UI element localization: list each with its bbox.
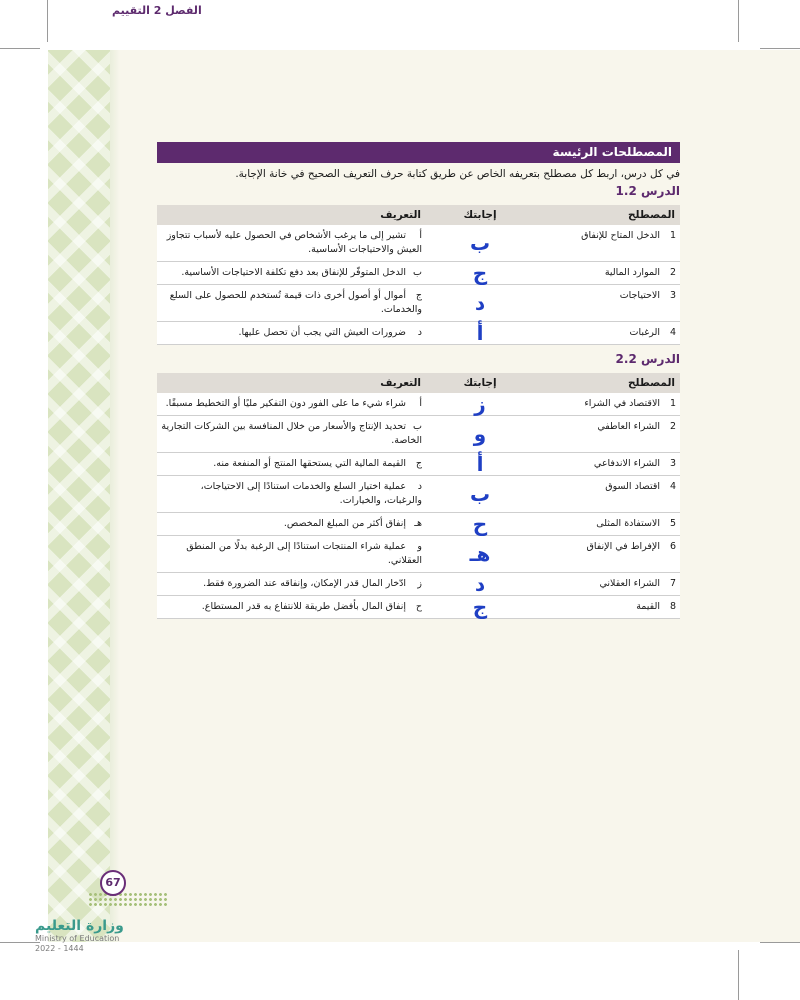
lesson-2-table [157,373,680,619]
row-number: 6 [669,541,676,552]
answer-cell[interactable]: أ [426,453,534,476]
column-header-term: المصطلح [534,373,680,393]
table-row [157,476,680,513]
lesson-1-table [157,205,680,345]
row-number: 4 [669,327,676,338]
definition-cell [157,476,426,513]
crop-mark [0,942,40,943]
term-cell [534,393,680,416]
term-cell [534,225,680,262]
term-text: الاقتصاد في الشراء [584,398,660,409]
ministry-logo [35,918,124,953]
answer-cell[interactable]: ح [426,513,534,536]
answer-cell[interactable]: د [426,573,534,596]
term-text: الشراء العقلاني [599,578,660,589]
row-number: 3 [669,458,676,469]
definition-letter: أ [419,230,422,241]
table-row [157,416,680,453]
term-cell [534,262,680,285]
term-cell [534,476,680,513]
definition-cell [157,322,426,345]
crop-mark [738,0,739,42]
table-row [157,596,680,619]
term-text: الشراء الاندفاعي [593,458,660,469]
definition-text: ضرورات العيش التي يجب أن تحصل عليها. [238,327,406,338]
crop-mark [738,950,739,1000]
definition-cell [157,573,426,596]
definition-cell [157,262,426,285]
definition-text: شراء شيء ما على الفور دون التفكير مليًا أو التخطيط مسبقًا. [165,398,406,409]
answer-cell[interactable]: و [426,416,534,453]
definition-text: أموال أو أصول أخرى ذات قيمة تُستخدم للحصول على السلع والخدمات. [169,290,422,315]
table-row [157,393,680,416]
logo-english-text: Ministry of Education [35,934,120,943]
definition-letter: و [417,541,422,552]
decorative-dots [88,892,168,908]
edition-year: 2022 - 1444 [35,944,84,953]
section-header: المصطلحات الرئيسة [157,142,680,163]
page-number: 67 [100,870,126,896]
term-text: الشراء العاطفي [597,421,660,432]
term-text: الرغبات [629,327,660,338]
table-row [157,573,680,596]
term-text: الإفراط في الإنفاق [586,541,660,552]
decorative-border-edge [110,50,120,942]
definition-text: إنفاق أكثر من المبلغ المخصص. [283,518,406,529]
term-cell [534,416,680,453]
definition-text: إنفاق المال بأفضل طريقة للانتفاع به قدر المستطاع. [201,601,406,612]
row-number: 2 [669,267,676,278]
lesson-title: الدرس 2.2 [615,352,680,366]
decorative-border-pattern [48,50,110,942]
row-number: 8 [669,601,676,612]
term-text: الدخل المتاح للإنفاق [581,230,660,241]
table-header-row [157,373,680,393]
definition-cell [157,513,426,536]
crop-mark [760,942,800,943]
crop-mark [0,48,40,49]
definition-letter: د [417,481,422,492]
answer-cell[interactable]: ب [426,225,534,262]
logo-arabic-text: وزارة التعليم [35,918,124,934]
term-text: اقتصاد السوق [605,481,660,492]
definition-text: تحديد الإنتاج والأسعار من خلال المنافسة بين الشركات التجارية الخاصة. [161,421,422,446]
column-header-answer: إجابتك [426,205,534,225]
row-number: 5 [669,518,676,529]
term-cell [534,513,680,536]
table-row [157,285,680,322]
lesson-title: الدرس 1.2 [615,184,680,198]
table-row [157,536,680,573]
answer-cell[interactable]: د [426,285,534,322]
definition-letter: ب [413,267,422,278]
crop-mark [47,0,48,42]
column-header-definition: التعريف [157,373,426,393]
definition-letter: ج [415,290,422,301]
definition-cell [157,393,426,416]
definition-letter: ز [417,578,422,589]
table-row [157,322,680,345]
definition-cell [157,596,426,619]
answer-cell[interactable]: ج [426,596,534,619]
row-number: 2 [669,421,676,432]
row-number: 7 [669,578,676,589]
definition-letter: ج [415,458,422,469]
answer-cell[interactable]: ج [426,262,534,285]
definition-cell [157,416,426,453]
column-header-definition: التعريف [157,205,426,225]
definition-text: ادّخار المال قدر الإمكان، وإنفاقه عند الضرورة فقط. [203,578,406,589]
term-cell [534,453,680,476]
row-number: 1 [669,398,676,409]
row-number: 1 [669,230,676,241]
term-text: القيمة [636,601,660,612]
answer-cell[interactable]: ب [426,476,534,513]
crop-mark [760,48,800,49]
term-cell [534,596,680,619]
definition-cell [157,453,426,476]
table-row [157,513,680,536]
table-row [157,453,680,476]
definition-cell [157,225,426,262]
definition-text: عملية اختيار السلع والخدمات استنادًا إلى الاحتياجات، والرغبات، والخيارات. [200,481,422,506]
column-header-answer: إجابتك [426,373,534,393]
definition-letter: هـ [414,518,422,529]
definition-text: تشير إلى ما يرغب الأشخاص في الحصول عليه لأسباب تتجاوز العيش والاحتياجات الأساسية. [166,230,422,255]
definition-text: الدخل المتوفّر للإنفاق بعد دفع تكلفة الاحتياجات الأساسية. [181,267,406,278]
row-number: 3 [669,290,676,301]
page-content [157,142,680,619]
instructions-text: في كل درس، اربط كل مصطلح بتعريفه الخاص عن طريق كتابة حرف التعريف الصحيح في خانة الإجابة. [235,168,680,180]
term-cell [534,536,680,573]
definition-letter: أ [419,398,422,409]
answer-cell[interactable]: هـ [426,536,534,573]
row-number: 4 [669,481,676,492]
answer-cell[interactable]: ز [426,393,534,416]
definition-text: عملية شراء المنتجات استنادًا إلى الرغبة بدلًا من المنطق العقلاني. [186,541,422,566]
answer-cell[interactable]: أ [426,322,534,345]
definition-letter: د [417,327,422,338]
definition-text: القيمة المالية التي يستحقها المنتج أو المنفعة منه. [213,458,406,469]
footer-chapter-label: الفصل 2 التقييم [112,4,202,17]
table-row [157,225,680,262]
term-text: الاحتياجات [619,290,660,301]
term-cell [534,322,680,345]
term-text: الاستفادة المثلى [596,518,660,529]
definition-cell [157,536,426,573]
column-header-term: المصطلح [534,205,680,225]
definition-cell [157,285,426,322]
term-cell [534,285,680,322]
term-text: الموارد المالية [604,267,660,278]
term-cell [534,573,680,596]
definition-letter: ب [413,421,422,432]
table-header-row [157,205,680,225]
table-row [157,262,680,285]
definition-letter: ح [415,601,422,612]
